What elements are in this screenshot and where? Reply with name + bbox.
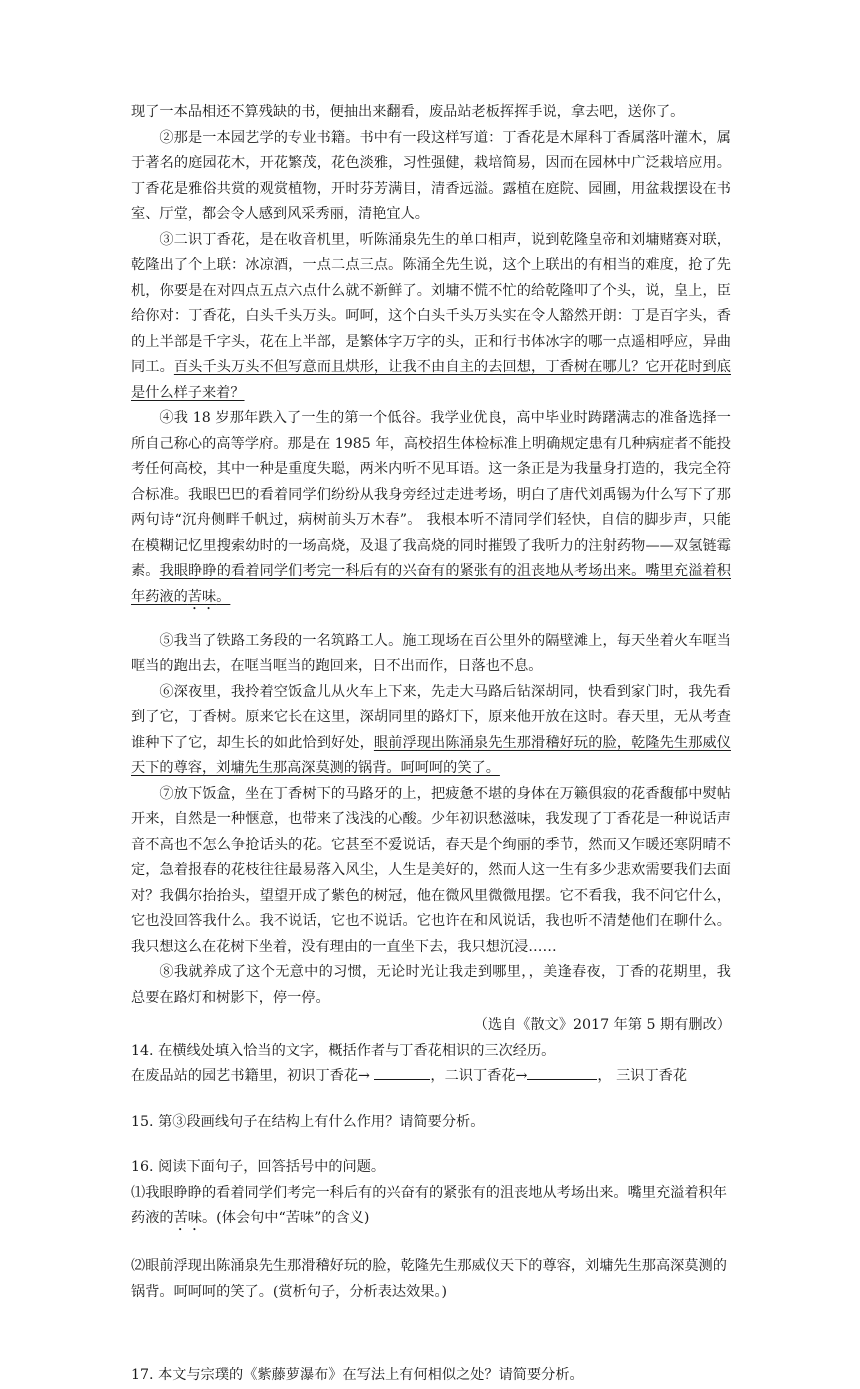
paragraph-4-underlined-end: 。 xyxy=(216,588,231,605)
paragraph-7: ⑦放下饭盒，坐在丁香树下的马路牙的上，把疲惫不堪的身体在万籁俱寂的花香馥郁中熨帖开来，自然是一种惬意，也带来了浅浅的心酸。少年初识愁滋味，我发现了丁香花是一种说话声音不高也不怎么争抢话头的花。它甚至不爱说话，春天是个绚丽的季节，然而又乍暖还寒阴晴不定，急着报春的花枝往往最易落入风尘，人生是美好的，然而人这一生有多少悲欢需要我们去面对？我偶尔抬抬头，望望开成了紫色的树冠，他在微风里微微甩摆。它不看我，我不问它什么，它也没回答我什么。我不说话，它也不说话。它也许在和风说话，我也听不清楚他们在聊什么。我只想这么在花树下坐着，没有理由的一直坐下去，我只想沉浸…… xyxy=(131,785,731,955)
question-16-sentence-1 xyxy=(131,1181,731,1235)
question-16-emphasis-word: 苦味 xyxy=(173,1210,202,1226)
question-16-sentence-2: ⑵眼前浮现出陈涌泉先生那滑稽好玩的脸，乾隆先生那威仪天下的尊容，刘墉先生那高深莫测的锅背。呵呵呵的笑了。(赏析句子，分析表达效果。) xyxy=(131,1258,727,1300)
answer-blank-2[interactable] xyxy=(527,1065,597,1080)
paragraph-4-underlined-sentence xyxy=(131,563,731,605)
exam-page xyxy=(131,100,731,1389)
question-16-1-text: ⑴我眼睁睁的看着同学们考完一科后有的兴奋有的紧张有的沮丧地从考场出来。嘴里充溢着积年药液的 xyxy=(131,1184,727,1226)
question-16-title: 16. 阅读下面句子，回答括号中的问题。 xyxy=(131,1159,386,1175)
source-citation: （选自《散文》2017 年第 5 期有删改） xyxy=(473,1017,731,1033)
paragraph-2: ②那是一本园艺学的专业书籍。书中有一段这样写道：丁香花是木犀科丁香属落叶灌木，属于著名的庭园花木，开花繁茂，花色淡雅，习性强健，栽培简易，因而在园林中广泛栽培应用。丁香花是雅俗共赏的观赏植物，开时芬芳满目，清香远溢。露植在庭院、园圃，用盆栽摆设在书室、厅堂，都会令人感到风采秀丽，清艳宜人。 xyxy=(131,129,731,222)
paragraph-3-underlined-sentence: 百头千头万头不但写意而且烘形，让我不由自主的去回想，丁香树在哪儿？它开花时到底是什么样子来着？ xyxy=(131,359,731,401)
paragraph-6 xyxy=(131,680,731,782)
question-14-title: 14. 在横线处填入恰当的文字，概括作者与丁香花相识的三次经历。 xyxy=(131,1042,556,1059)
question-14-part-c: ， 三识丁香花 xyxy=(597,1068,688,1084)
paragraph-6-underlined-sentence: 眼前浮现出陈涌泉先生那滑稽好玩的脸，乾隆先生那威仪天下的尊容，刘墉先生那高深莫测的锅背。呵呵呵的笑了。 xyxy=(131,734,731,776)
question-17: 17. 本文与宗璞的《紫藤萝瀑布》在写法上有何相似之处？请简要分析。 xyxy=(131,1367,584,1383)
paragraph-8: ⑧我就养成了这个无意中的习惯，无论时光让我走到哪里，，美逢春夜，丁香的花期里，我总要在路灯和树影下，停一停。 xyxy=(131,964,731,1006)
question-14-fill xyxy=(131,1064,731,1090)
paragraph-4-text: ④我 18 岁那年跌入了一生的第一个低谷。我学业优良，高中毕业时踌躇满志的准备选择一所自己称心的高等学府。那是在 1985 年，高校招生体检标准上明确规定患有几种病症者不能投考任何高校，其中一种是重度失聪，两米内听不见耳语。这一条正是为我量身打造的，我完全符合标准。我眼巴巴的看着同学们纷纷从我身旁经过走进考场，明白了唐代刘禹锡为什么写下了那两句诗“沉舟侧畔千帆过，病树前头万木春”。 我根本听不清同学们轻快，自信的脚步声，只能在模糊记忆里搜索幼时的一场高烧，及退了我高烧的同时摧毁了我听力的注射药物——双氢链霉素。 xyxy=(131,410,731,579)
paragraph-3 xyxy=(131,228,731,407)
question-14-part-a: 在废品站的园艺书籍里，初识丁香花→ xyxy=(131,1068,375,1084)
question-16-1-prompt: 。(体会句中“苦味”的含义) xyxy=(201,1210,370,1226)
answer-blank-1[interactable] xyxy=(374,1065,430,1080)
article-continuation-line: 现了一本品相还不算残缺的书，便抽出来翻看，废品站老板挥挥手说，拿去吧，送你了。 xyxy=(131,104,685,120)
paragraph-3-text: ③二识丁香花，是在收音机里，听陈涌泉先生的单口相声，说到乾隆皇帝和刘墉赌赛对联，乾隆出了个上联：冰凉酒，一点二点三点。陈涌全先生说，这个上联出的有相当的难度，抢了先机，你要是在对四点五点六点什么就不新鲜了。刘墉不慌不忙的给乾隆叩了个头，说，皇上，臣给你对：丁香花，白头千头万头。呵呵，这个白头千头万头实在令人豁然开朗：丁是百字头，香的上半部是千字头，花在上半部，是繁体字万字的头，正和行书体冰字的哪一点遥相呼应，异曲同工。 xyxy=(131,231,731,375)
question-14-part-b: ，二识丁香花→ xyxy=(430,1068,528,1084)
paragraph-5: ⑤我当了铁路工务段的一名筑路工人。施工现场在百公里外的隔壁滩上，每天坐着火车哐当哐当的跑出去，在哐当哐当的跑回来，日不出而作，日落也不息。 xyxy=(131,632,731,674)
question-15: 15. 第③段画线句子在结构上有什么作用？请简要分析。 xyxy=(131,1113,485,1130)
paragraph-4-underlined-part1: 我眼睁睁的看着同学们考完一科后有的兴奋有的紧张有的沮丧地从考场出来。嘴里充溢着积年药液的 xyxy=(131,563,731,605)
paragraph-4 xyxy=(131,406,731,613)
paragraph-6-text: ⑥深夜里，我拎着空饭盒儿从火车上下来，先走大马路后钻深胡同，快看到家门时，我先看到了它，丁香树。原来它长在这里，深胡同里的路灯下，原来他开放在这时。春天里，无从考查谁种下了它，却生长的如此恰到好处， xyxy=(131,683,731,751)
emphasis-word-bitter: 苦味 xyxy=(187,588,217,605)
